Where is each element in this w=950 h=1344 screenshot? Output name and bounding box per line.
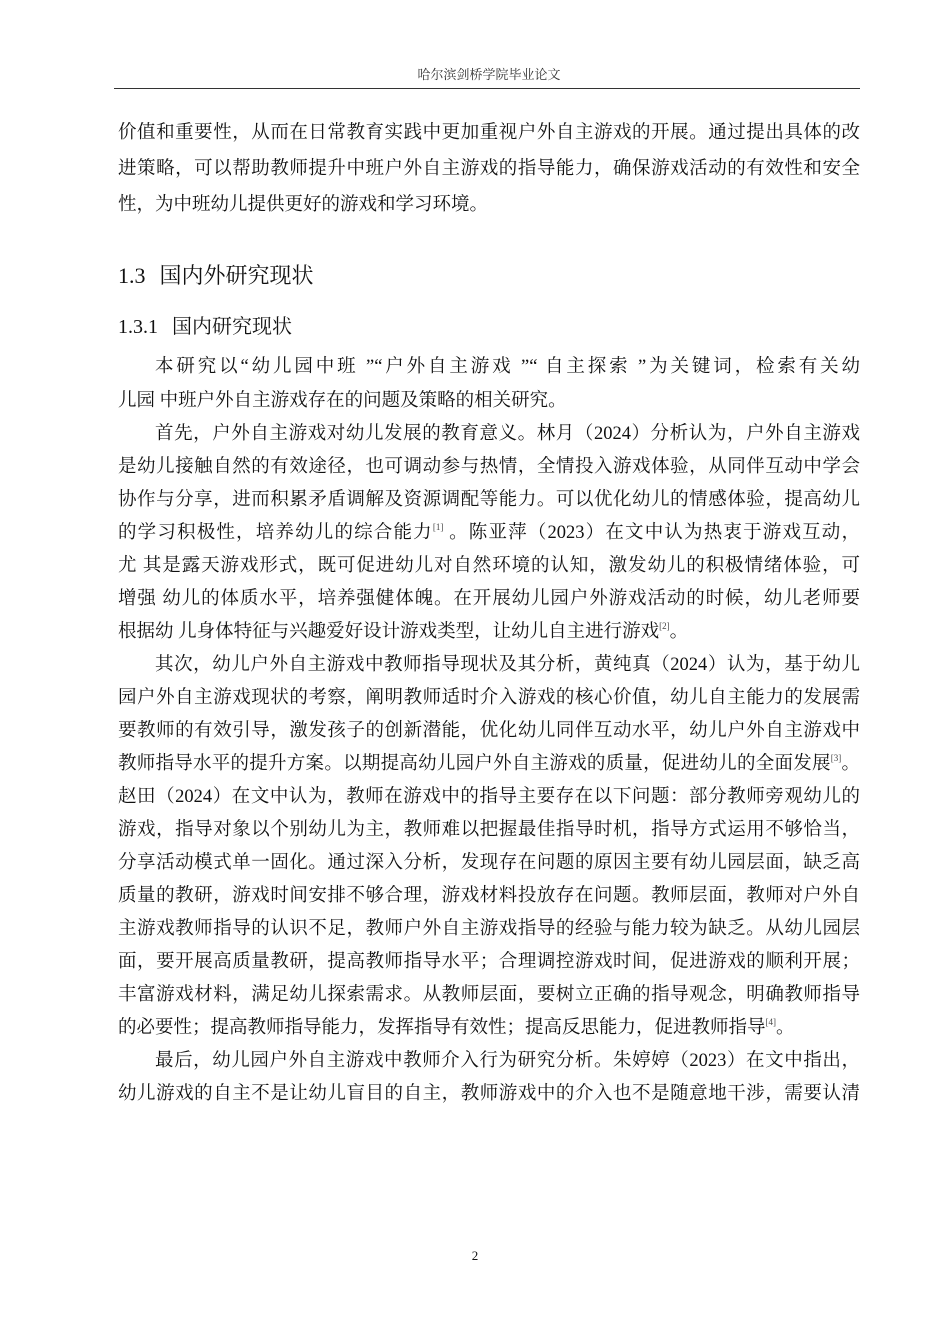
text-line: 其次，幼儿户外自主游戏中教师指导现状及其分析，黄纯真（2024）认为，基于幼儿 <box>155 655 860 675</box>
header-rule <box>114 88 860 89</box>
text-line: 本研究以“幼儿园中班 ”“户外自主游戏 ”“ 自主探索 ”为关键词，检索有关幼 <box>155 357 860 377</box>
text-line: 主游戏教师指导的认识不足，教师户外自主游戏指导的经验与能力较为缺乏。从幼儿园层 <box>118 919 860 939</box>
text-line: 园户外自主游戏现状的考察，阐明教师适时介入游戏的核心价值，幼儿自主能力的发展需 <box>118 688 860 708</box>
running-header: 哈尔滨剑桥学院毕业论文 <box>417 67 561 82</box>
text-line: 的必要性；提高教师指导能力，发挥指导有效性；提高反思能力，促进教师指导[4]。 <box>118 1017 795 1038</box>
citation-ref[interactable]: [2] <box>659 621 670 631</box>
text-line: 质量的教研，游戏时间安排不够合理，游戏材料投放存在问题。教师层面，教师对户外自 <box>118 886 860 906</box>
text-line: 游戏，指导对象以个别幼儿为主，教师难以把握最佳指导时机，指导方式运用不够恰当， <box>118 820 860 840</box>
text-line: 首先，户外自主游戏对幼儿发展的教育意义。林月（2024）分析认为，户外自主游戏 <box>155 424 860 444</box>
citation-ref[interactable]: [3] <box>830 753 842 763</box>
paragraph-first <box>118 418 860 1111</box>
citation-ref[interactable]: [4] <box>765 1017 777 1027</box>
citation-ref[interactable]: [1] <box>432 522 444 532</box>
paragraph-keywords <box>118 350 860 418</box>
text-line: 是幼儿接触自然的有效途径，也可调动参与热情，全情投入游戏体验，从同伴互动中学会 <box>118 457 860 477</box>
text-line: 幼儿游戏的自主不是让幼儿盲目的自主，教师游戏中的介入也不是随意地干涉，需要认清 <box>118 1084 860 1104</box>
text-line: 分享活动模式单一固化。通过深入分析，发现存在问题的原因主要有幼儿园层面，缺乏高 <box>118 853 860 873</box>
text-line: 根据幼 儿身体特征与兴趣爱好设计游戏类型，让幼儿自主进行游戏[2]。 <box>118 621 689 642</box>
text-line: 性，为中班幼儿提供更好的游戏和学习环境。 <box>118 195 489 215</box>
text-line: 儿园 中班户外自主游戏存在的问题及策略的相关研究。 <box>118 391 567 411</box>
text-line: 协作与分享，进而积累矛盾调解及资源调配等能力。可以优化幼儿的情感体验，提高幼儿 <box>118 490 860 510</box>
text-line: 丰富游戏材料，满足幼儿探索需求。从教师层面，要树立正确的指导观念，明确教师指导 <box>118 985 860 1005</box>
text-line: 赵田（2024）在文中认为，教师在游戏中的指导主要存在以下问题：部分教师旁观幼儿的 <box>118 787 860 807</box>
text-line: 最后，幼儿园户外自主游戏中教师介入行为研究分析。朱婷婷（2023）在文中指出， <box>155 1051 860 1071</box>
text-line: 面，要开展高质量教研，提高教师指导水平；合理调控游戏时间，促进游戏的顺利开展； <box>118 952 860 972</box>
page-number: 2 <box>471 1248 479 1263</box>
text-line: 增强 幼儿的体质水平，培养强健体魄。在开展幼儿园户外游戏活动的时候，幼儿老师要 <box>118 589 860 609</box>
section-heading: 1.3 国内外研究现状 <box>118 263 314 288</box>
text-line: 要教师的有效引导，激发孩子的创新潜能，优化幼儿同伴互动水平，幼儿户外自主游戏中 <box>118 721 860 741</box>
text-line: 进策略，可以帮助教师提升中班户外自主游戏的指导能力，确保游戏活动的有效性和安全 <box>118 159 860 179</box>
text-line: 价值和重要性，从而在日常教育实践中更加重视户外自主游戏的开展。通过提出具体的改 <box>118 123 860 143</box>
text-line: 教师指导水平的提升方案。以期提高幼儿园户外自主游戏的质量，促进幼儿的全面发展[3]。 <box>118 753 860 774</box>
text-line: 尤 其是露天游戏形式，既可促进幼儿对自然环境的认知，激发幼儿的积极情绪体验，可 <box>118 556 860 576</box>
paragraph-intro-continuation <box>118 115 860 223</box>
subsection-heading: 1.3.1 国内研究现状 <box>118 316 292 338</box>
text-line: 的学习积极性，培养幼儿的综合能力[1] 。陈亚萍（2023）在文中认为热衷于游戏互动， <box>118 522 860 543</box>
